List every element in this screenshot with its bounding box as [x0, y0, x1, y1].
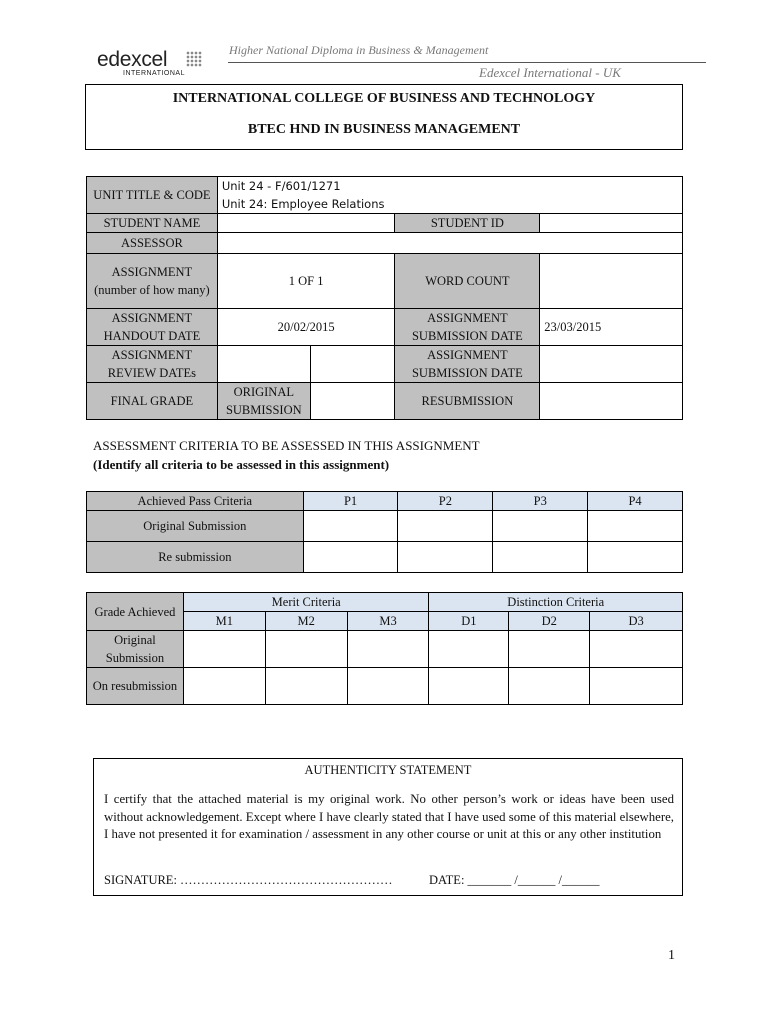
merit-row-resubmission: On resubmission [87, 668, 184, 705]
student-name-label: STUDENT NAME [87, 214, 218, 233]
logo-dots-icon [186, 51, 202, 67]
pass-col-p4: P4 [588, 492, 683, 511]
resubmission-field[interactable] [540, 383, 683, 420]
word-count-label: WORD COUNT [395, 254, 540, 309]
assignment-info-table [86, 176, 683, 420]
diploma-title: Higher National Diploma in Business & Management [229, 43, 489, 57]
submission-date-label: ASSIGNMENT SUBMISSION DATE [395, 309, 540, 346]
date-line[interactable]: DATE: _______ /______ /______ [429, 873, 600, 887]
final-grade-label: FINAL GRADE [87, 383, 218, 420]
merit-row-original: Original Submission [87, 631, 184, 668]
review-date-field-1[interactable] [217, 346, 310, 383]
assessor-field[interactable] [217, 233, 682, 254]
review-date-field-2[interactable] [310, 346, 395, 383]
criteria-heading-line1: ASSESSMENT CRITERIA TO BE ASSESSED IN THIS ASSIGNMENT [93, 438, 480, 453]
pass-cell[interactable] [303, 511, 398, 542]
logo-subtext: INTERNATIONAL [123, 70, 185, 77]
distinction-criteria-label: Distinction Criteria [429, 593, 683, 612]
unit-title-label: UNIT TITLE & CODE [87, 177, 218, 214]
unit-name: Unit 24: Employee Relations [221, 197, 385, 211]
handout-date-label: ASSIGNMENT HANDOUT DATE [87, 309, 218, 346]
merit-col-m2: M2 [265, 612, 347, 631]
grade-cell[interactable] [429, 631, 509, 668]
assessor-label: ASSESSOR [87, 233, 218, 254]
grade-cell[interactable] [590, 631, 683, 668]
merit-col-m1: M1 [183, 612, 265, 631]
college-title: INTERNATIONAL COLLEGE OF BUSINESS AND TECHNOLOGY [172, 91, 596, 106]
assignment-count-label: ASSIGNMENT (number of how many) [87, 254, 218, 309]
word-count-field[interactable] [540, 254, 683, 309]
pass-cell[interactable] [398, 511, 493, 542]
resubmission-label: RESUBMISSION [395, 383, 540, 420]
criteria-heading-line2: (Identify all criteria to be assessed in this assignment) [93, 457, 390, 472]
submission-date-label-2: ASSIGNMENT SUBMISSION DATE [395, 346, 540, 383]
pass-cell[interactable] [398, 542, 493, 573]
grade-cell[interactable] [183, 668, 265, 705]
distinction-col-d1: D1 [429, 612, 509, 631]
authenticity-body: I certify that the attached material is my original work. No other person’s work or ideas have been used without acknowledgement. Except where I have clearly stated that I have used some of this material elsewhere, I have not presented it for examination / assessment in any other course or unit at this or any other institution [104, 792, 674, 841]
grade-cell[interactable] [183, 631, 265, 668]
review-dates-label: ASSIGNMENT REVIEW DATEs [87, 346, 218, 383]
grade-cell[interactable] [509, 668, 590, 705]
student-id-label: STUDENT ID [395, 214, 540, 233]
authenticity-heading: AUTHENTICITY STATEMENT [304, 763, 472, 777]
grade-cell[interactable] [265, 631, 347, 668]
unit-code: Unit 24 - F/601/1271 [221, 179, 341, 193]
original-submission-field[interactable] [310, 383, 395, 420]
pass-cell[interactable] [588, 542, 683, 573]
pass-col-p1: P1 [303, 492, 398, 511]
page-number: 1 [668, 948, 675, 963]
grade-achieved-label: Grade Achieved [87, 593, 184, 631]
merit-col-m3: M3 [347, 612, 429, 631]
grade-cell[interactable] [347, 631, 429, 668]
distinction-col-d2: D2 [509, 612, 590, 631]
distinction-col-d3: D3 [590, 612, 683, 631]
pass-header-label: Achieved Pass Criteria [87, 492, 304, 511]
criteria-heading [93, 436, 480, 474]
logo-text: edexcel [97, 48, 168, 71]
submission-date-field-2[interactable] [540, 346, 683, 383]
unit-title-value [217, 177, 682, 214]
edexcel-logo [97, 48, 185, 77]
title-box [85, 84, 683, 150]
pass-criteria-table [86, 491, 683, 573]
region-label: Edexcel International - UK [479, 65, 621, 80]
pass-cell[interactable] [493, 511, 588, 542]
submission-date-value: 23/03/2015 [540, 309, 683, 346]
signature-line[interactable]: SIGNATURE: …………………………………………… [104, 873, 393, 887]
pass-cell[interactable] [588, 511, 683, 542]
merit-criteria-label: Merit Criteria [183, 593, 429, 612]
original-submission-label: ORIGINAL SUBMISSION [217, 383, 310, 420]
grade-cell[interactable] [429, 668, 509, 705]
pass-col-p2: P2 [398, 492, 493, 511]
grade-cell[interactable] [590, 668, 683, 705]
merit-distinction-table [86, 592, 683, 705]
pass-col-p3: P3 [493, 492, 588, 511]
pass-row-original: Original Submission [87, 511, 304, 542]
pass-cell[interactable] [303, 542, 398, 573]
student-id-field[interactable] [540, 214, 683, 233]
header-divider [228, 62, 706, 63]
student-name-field[interactable] [217, 214, 395, 233]
pass-row-resubmission: Re submission [87, 542, 304, 573]
grade-cell[interactable] [265, 668, 347, 705]
programme-title: BTEC HND IN BUSINESS MANAGEMENT [247, 122, 521, 137]
authenticity-statement-box [93, 758, 683, 896]
handout-date-value: 20/02/2015 [217, 309, 395, 346]
grade-cell[interactable] [347, 668, 429, 705]
grade-cell[interactable] [509, 631, 590, 668]
assignment-count-value: 1 OF 1 [217, 254, 395, 309]
pass-cell[interactable] [493, 542, 588, 573]
